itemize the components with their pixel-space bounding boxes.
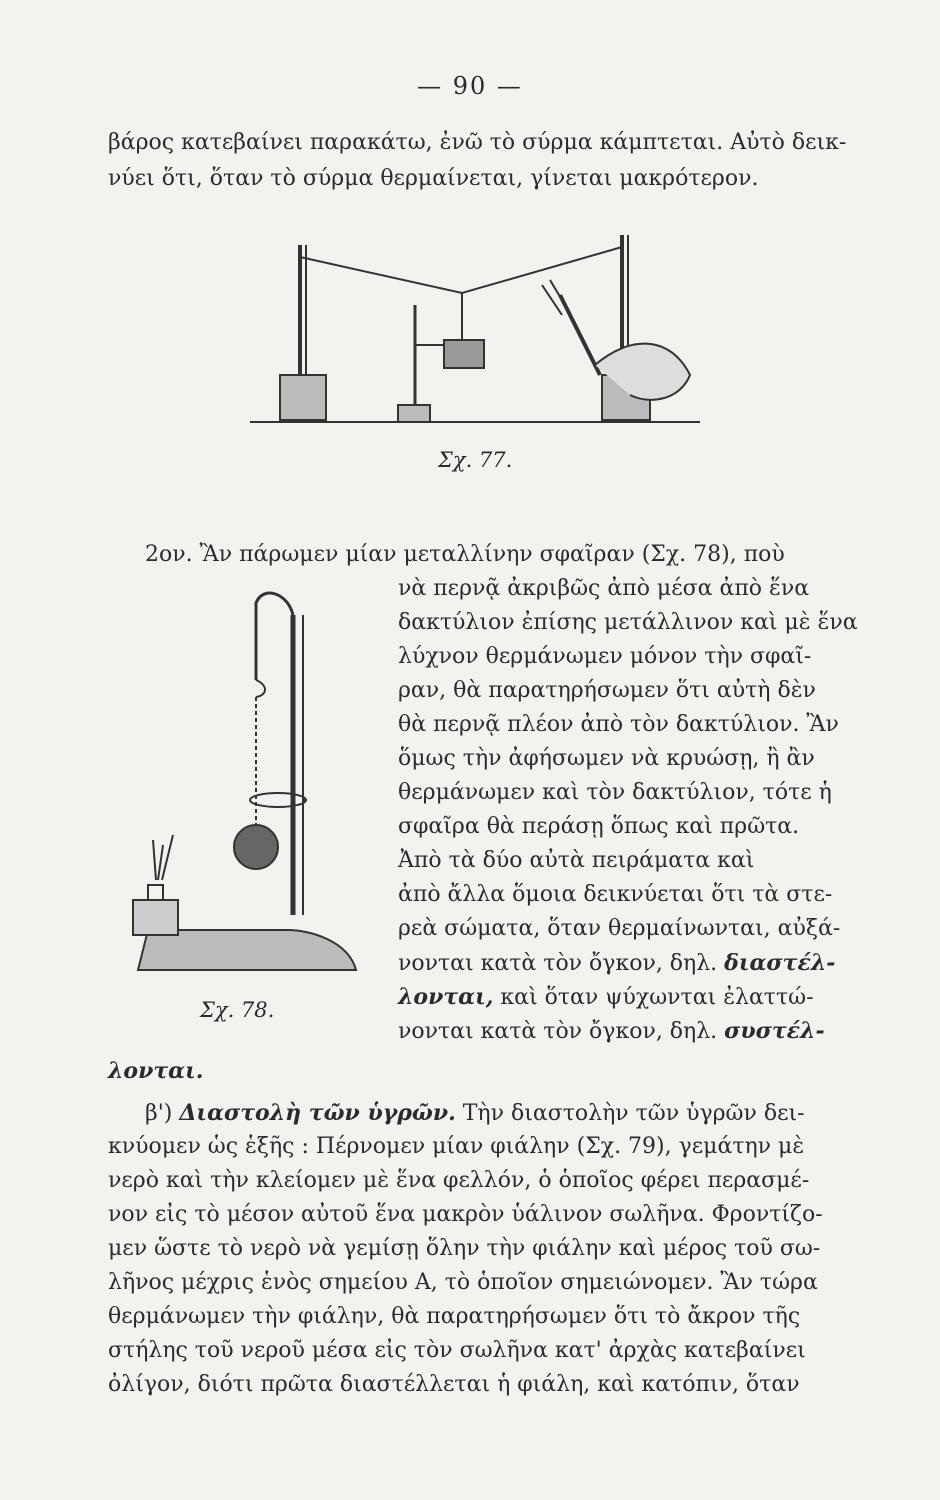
text-line [398,948,835,979]
text-line: θὰ περνᾷ πλέον ἀπὸ τὸν δακτύλιον. Ἂν [398,712,839,737]
section-heading-line [145,1098,805,1129]
text-line [398,1016,825,1047]
text-line: νερὸ καὶ τὴν κλείομεν μὲ ἕνα φελλόν, ὁ ὁποῖος φέρει περασμέ- [108,1168,810,1193]
section-label: β') [145,1101,173,1126]
figure-77-caption: Σχ. 77. [438,448,513,472]
figure-77-illustration [250,225,710,430]
section-title: Διαστολὴ τῶν ὑγρῶν. [179,1100,456,1126]
text-line: νὰ περνᾷ ἀκριβῶς ἀπὸ μέσα ἀπὸ ἕνα [398,576,810,601]
text-line: ὅμως τὴν ἀφήσωμεν νὰ κρυώσῃ, ἢ ἂν [398,746,815,771]
text-line: θερμάνωμεν τὴν φιάλην, θὰ παρατηρήσωμεν ὅτι τὸ ἄκρον τῆς [108,1304,801,1329]
figure-78-caption: Σχ. 78. [200,998,275,1022]
text-line: κνύομεν ὡς ἑξῆς : Πέρνομεν μίαν φιάλην (Σχ. 79), γεμάτην μὲ [108,1134,805,1159]
text-fragment: νονται κατὰ τὸν ὄγκον, δηλ. [398,951,718,976]
text-line: ὀλίγον, διότι πρῶτα διαστέλλεται ἡ φιάλη, καὶ κατόπιν, ὅταν [108,1372,800,1397]
text-line [108,1056,203,1087]
page-number: — 90 — [417,72,523,100]
text-line: λύχνον θερμάνωμεν μόνον τὴν σφαῖ- [398,644,812,669]
text-line: ρεὰ σώματα, ὅταν θερμαίνωνται, αὐξά- [398,916,841,941]
text-line: μεν ὥστε τὸ νερὸ νὰ γεμίσῃ ὅλην τὴν φιάλην καὶ μέρος τοῦ σω- [108,1236,821,1261]
text-line: λῆνος μέχρις ἑνὸς σημείου Α, τὸ ὁποῖον σημειώνομεν. Ἂν τώρα [108,1270,818,1295]
term-dilate-end: λονται, [398,984,494,1010]
term-contract: συστέλ- [724,1018,825,1044]
text-line: ἀπὸ ἄλλα ὅμοια δεικνύεται ὅτι τὰ στε- [398,882,833,907]
term-dilate: διαστέλ- [724,950,836,976]
text-line: δακτύλιον ἐπίσης μετάλλινον καὶ μὲ ἕνα [398,610,858,635]
text-fragment: νονται κατὰ τὸν ὄγκον, δηλ. [398,1019,718,1044]
text-line: θερμάνωμεν καὶ τὸν δακτύλιον, τότε ἡ [398,780,832,805]
text-line: ραν, θὰ παρατηρήσωμεν ὅτι αὐτὴ δὲν [398,678,816,703]
text-line: νον εἰς τὸ μέσον αὐτοῦ ἕνα μακρὸν ὑάλινον σωλῆνα. Φροντίζο- [108,1202,823,1227]
term-contract-end: λονται. [108,1058,204,1084]
text-line: βάρος κατεβαίνει παρακάτω, ἐνῶ τὸ σύρμα κάμπτεται. Αὐτὸ δεικ- [108,130,847,155]
text-fragment: καὶ ὅταν ψύχωνται ἐλαττώ- [500,985,814,1010]
text-line: στήλης τοῦ νεροῦ μέσα εἰς τὸν σωλῆνα κατ' ἀρχὰς κατεβαίνει [108,1338,806,1363]
experiment-2-line: 2ον. Ἂν πάρωμεν μίαν μεταλλίνην σφαῖραν (Σχ. 78), ποὺ [145,542,785,567]
text-line [398,982,814,1013]
text-line: νύει ὅτι, ὅταν τὸ σύρμα θερμαίνεται, γίνεται μακρότερον. [108,166,759,191]
text-fragment: Τὴν διαστολὴν τῶν ὑγρῶν δει- [462,1101,805,1126]
text-line: Ἀπὸ τὰ δύο αὐτὰ πειράματα καὶ [398,848,755,873]
text-line: σφαῖρα θὰ περάσῃ ὅπως καὶ πρῶτα. [398,814,800,839]
figure-78-illustration [118,585,368,985]
